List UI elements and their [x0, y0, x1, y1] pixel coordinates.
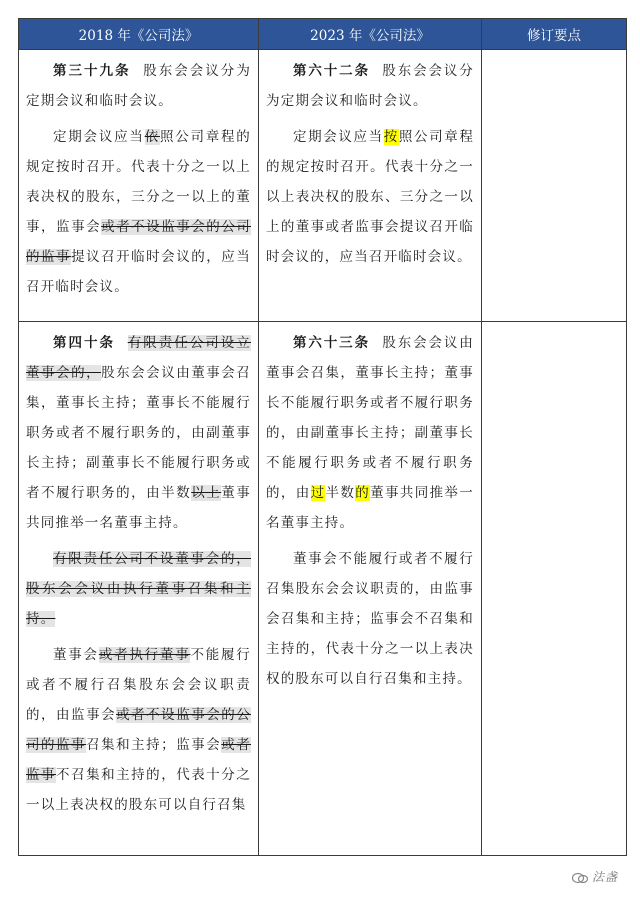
text-span: 提议召开临时会议的，应当召开临时会议。 — [26, 249, 251, 295]
table-row — [19, 50, 627, 322]
text-span: 召集和主持；监事会 — [86, 737, 222, 753]
header-2023: 2023 年《公司法》 — [259, 19, 482, 50]
paragraph — [266, 122, 474, 272]
text-span: 定期会议应当 — [53, 129, 145, 145]
signature-text: 法盏 — [591, 870, 618, 884]
text-span: 定期会议应当 — [293, 129, 384, 145]
deleted-text: 或者不设监事会的公司的监事 — [26, 219, 252, 265]
cell-2023-art62 — [259, 50, 482, 322]
text-span: 董事共同推举一名董事主持。 — [26, 485, 252, 531]
article-number: 第六十三条 — [293, 335, 370, 351]
cell-notes-row2 — [482, 322, 627, 856]
paragraph — [26, 328, 251, 538]
paragraph — [26, 122, 251, 302]
highlighted-text: 过 — [310, 485, 326, 501]
text-span: 股东会会议由董事会召集，董事长主持；董事长不能履行职务或者不履行职务的，由副董事长主持；副董事长不能履行职务或者不履行职务的，由半数 — [26, 365, 252, 501]
text-span: 照公司章程的规定按时召开。代表十分之一以上表决权的股东，三分之一以上的董事，监事会 — [26, 129, 252, 235]
text-span: 董事会 — [53, 647, 99, 663]
paragraph — [26, 56, 251, 116]
cell-2023-art63 — [259, 322, 482, 856]
highlighted-text: 按 — [383, 129, 399, 145]
cell-2018-art40 — [19, 322, 259, 856]
paragraph — [26, 640, 251, 820]
deleted-text: 或者执行董事 — [98, 647, 191, 663]
text-span: 不召集和主持的，代表十分之一以上表决权的股东可以自行召集 — [26, 767, 251, 813]
article-text: 股东会会议分为定期会议和临时会议。 — [26, 63, 252, 109]
cell-notes-row1 — [482, 50, 627, 322]
text-span: 不能履行或者不履行召集股东会会议职责的，由监事会 — [26, 647, 251, 723]
header-row — [19, 19, 627, 50]
watermark-signature — [571, 868, 618, 885]
text-span: 股东会会议由董事会召集，董事长主持；董事长不能履行职务或者不履行职务的，由副董事长主持；副董事长不能履行职务或者不履行职务的，由 — [266, 335, 475, 501]
deleted-text: 有限责任公司不设董事会的，股东会会议由执行董事召集和主持。 — [26, 551, 251, 627]
text-span: 董事共同推举一名董事主持。 — [266, 485, 474, 531]
header-2018: 2018 年《公司法》 — [19, 19, 259, 50]
article-number: 第三十九条 — [53, 63, 131, 79]
table-row — [19, 322, 627, 856]
paragraph — [266, 56, 474, 116]
deleted-text: 或者不设监事会的公司的监事 — [26, 707, 251, 753]
cell-2018-art39 — [19, 50, 259, 322]
deleted-text: 以上 — [191, 485, 222, 501]
text-span: 半数 — [325, 485, 356, 501]
deleted-text: 或者监事 — [26, 737, 251, 783]
text-span: 照公司章程的规定按时召开。代表十分之一以上表决权的股东、三分之一以上的董事或者监事会提议召开临时会议的，应当召开临时会议。 — [266, 129, 475, 265]
paragraph — [26, 544, 251, 634]
article-number: 第六十二条 — [293, 63, 370, 79]
wechat-logo-icon — [571, 872, 589, 884]
deleted-text: 有限责任公司设立董事会的， — [26, 335, 251, 381]
highlighted-text: 的 — [355, 485, 371, 501]
article-text: 股东会会议分为定期会议和临时会议。 — [266, 63, 475, 109]
paragraph — [266, 328, 474, 538]
deleted-text: 依 — [144, 129, 160, 145]
law-comparison-table — [18, 18, 627, 856]
text-span: 董事会不能履行或者不履行召集股东会会议职责的，由监事会召集和主持；监事会不召集和主持的，代表十分之一以上表决权的股东可以自行召集和主持。 — [266, 551, 474, 687]
article-number: 第四十条 — [53, 335, 116, 351]
paragraph — [266, 544, 474, 694]
header-notes: 修订要点 — [482, 19, 627, 50]
